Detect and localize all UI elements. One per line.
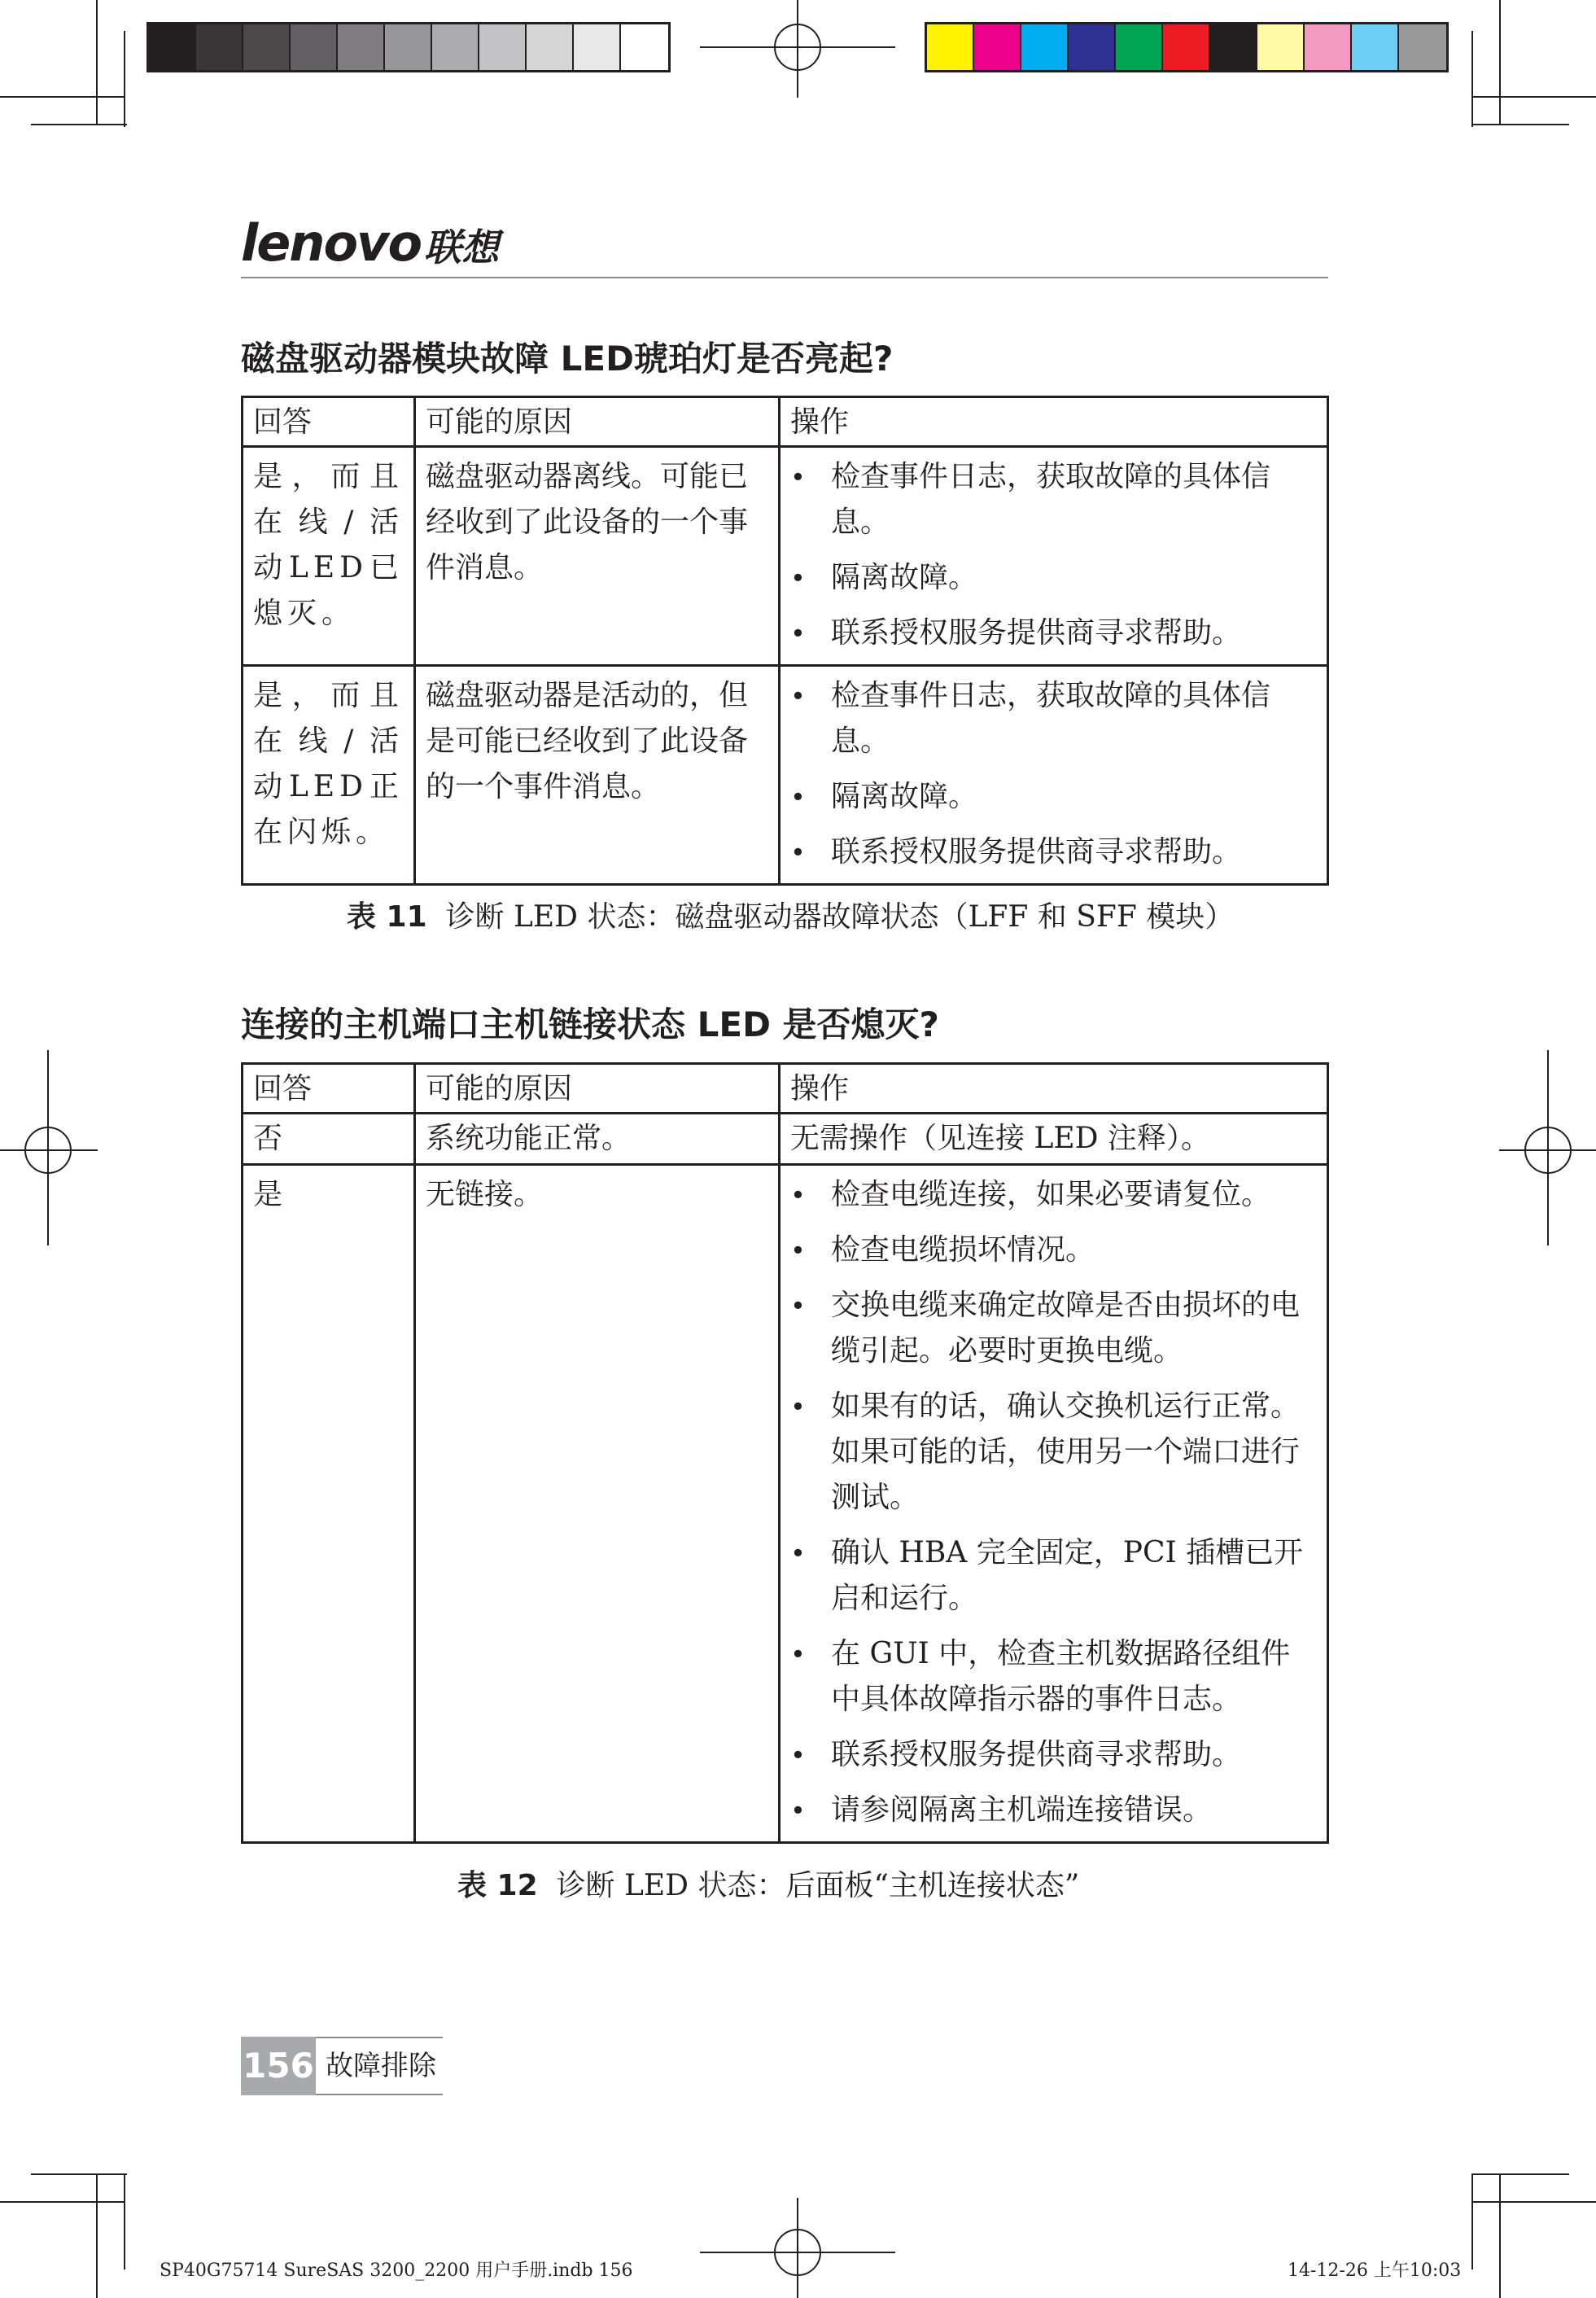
list-item: • 检查电缆连接，如果必要请复位。 [790, 1172, 1317, 1218]
cause-cell: 磁盘驱动器离线。可能已经收到了此设备的一个事件消息。 [415, 447, 780, 666]
list-item: • 检查事件日志，获取故障的具体信息。 [790, 454, 1317, 545]
list-item: • 在 GUI 中，检查主机数据路径组件中具体故障指示器的事件日志。 [790, 1631, 1317, 1722]
crop-mark [1499, 0, 1501, 124]
calibration-swatch [196, 24, 243, 70]
caption-number: 表 11 [347, 900, 427, 934]
list-item: • 检查电缆损坏情况。 [790, 1228, 1317, 1273]
table-row [243, 1114, 1328, 1165]
lenovo-logo [241, 213, 500, 273]
cause-cell: 系统功能正常。 [415, 1114, 780, 1165]
answer-cell: 是，而且在线/活动LED正在闪烁。 [243, 666, 415, 885]
calibration-swatch [385, 24, 432, 70]
answer-cell: 否 [243, 1114, 415, 1165]
crop-mark [0, 96, 124, 98]
calibration-swatch [479, 24, 527, 70]
list-item: • 隔离故障。 [790, 774, 1317, 820]
table-header-row [243, 397, 1328, 447]
list-item: • 联系授权服务提供商寻求帮助。 [790, 1732, 1317, 1778]
registration-mark [24, 1127, 72, 1174]
calibration-swatch [243, 24, 291, 70]
crop-mark [96, 0, 98, 124]
list-item: • 交换电缆来确定故障是否由损坏的电缆引起。必要时更换电缆。 [790, 1283, 1317, 1374]
calibration-swatch [574, 24, 621, 70]
crop-mark [124, 31, 125, 127]
print-slug-right: 14-12-26 上午10:03 [1288, 2261, 1462, 2281]
registration-mark [1524, 1127, 1572, 1174]
crop-mark [1473, 2173, 1569, 2175]
calibration-swatch [149, 24, 196, 70]
calibration-swatch [1399, 24, 1446, 70]
crop-mark [0, 2201, 124, 2203]
calibration-swatch [1352, 24, 1399, 70]
answer-cell: 是 [243, 1165, 415, 1843]
table-row [243, 666, 1328, 885]
registration-mark [774, 24, 821, 71]
logo-wordmark: lenovo [241, 213, 422, 273]
table-header-row [243, 1064, 1328, 1114]
table-row [243, 1165, 1328, 1843]
cause-cell: 磁盘驱动器是活动的，但是可能已经收到了此设备的一个事件消息。 [415, 666, 780, 885]
crop-mark [1499, 2173, 1501, 2298]
caption-number: 表 12 [457, 1869, 538, 1902]
list-item: • 联系授权服务提供商寻求帮助。 [790, 611, 1317, 656]
list-item: • 请参阅隔离主机端连接错误。 [790, 1788, 1317, 1833]
calibration-swatch [1021, 24, 1069, 70]
footer-section-name: 故障排除 [326, 2050, 436, 2082]
grayscale-calibration-bar [146, 22, 671, 72]
crop-mark [96, 2173, 98, 2298]
caption-text: 诊断 LED 状态：后面板“主机连接状态” [556, 1869, 1080, 1902]
list-item: • 联系授权服务提供商寻求帮助。 [790, 829, 1317, 875]
column-header: 操作 [780, 1064, 1328, 1114]
section-heading: 磁盘驱动器模块故障 LED琥珀灯是否亮起? [241, 339, 894, 379]
answer-cell: 是，而且在线/活动LED已熄灭。 [243, 447, 415, 666]
footer-rule [316, 2094, 443, 2095]
calibration-swatch [1257, 24, 1305, 70]
crop-mark [1473, 96, 1596, 98]
calibration-swatch [974, 24, 1021, 70]
caption-text: 诊断 LED 状态：磁盘驱动器故障状态（LFF 和 SFF 模块） [445, 900, 1235, 934]
calibration-swatch [1116, 24, 1163, 70]
crop-mark [1473, 124, 1569, 125]
crop-mark [1471, 31, 1473, 127]
print-slug-left: SP40G75714 SureSAS 3200_2200 用户手册.indb 156 [160, 2261, 633, 2281]
color-calibration-bar [925, 22, 1449, 72]
calibration-swatch [291, 24, 338, 70]
crop-mark [124, 2173, 125, 2270]
column-header: 回答 [243, 1064, 415, 1114]
action-cell [780, 447, 1328, 666]
table-row [243, 447, 1328, 666]
table-caption [457, 1862, 1079, 1904]
crop-mark [1473, 2201, 1596, 2203]
table-disk-fault [241, 396, 1329, 886]
calibration-swatch [1163, 24, 1210, 70]
page-number: 156 [241, 2037, 316, 2095]
section-heading: 连接的主机端口主机链接状态 LED 是否熄灭? [241, 1005, 939, 1044]
column-header: 可能的原因 [415, 1064, 780, 1114]
list-item: • 隔离故障。 [790, 555, 1317, 601]
crop-mark [31, 2173, 127, 2175]
crop-mark [1471, 2173, 1473, 2270]
action-cell [780, 1165, 1328, 1843]
calibration-swatch [527, 24, 574, 70]
crop-mark [31, 124, 127, 125]
calibration-swatch [432, 24, 479, 70]
calibration-swatch [927, 24, 974, 70]
registration-mark [774, 2229, 821, 2276]
logo-chinese: 联想 [424, 225, 500, 269]
list-item: • 如果有的话，确认交换机运行正常。如果可能的话，使用另一个端口进行测试。 [790, 1384, 1317, 1521]
calibration-swatch [1305, 24, 1352, 70]
calibration-swatch [1069, 24, 1116, 70]
list-item: • 确认 HBA 完全固定，PCI 插槽已开启和运行。 [790, 1530, 1317, 1622]
calibration-swatch [1210, 24, 1257, 70]
header-rule [241, 277, 1328, 278]
calibration-swatch [338, 24, 385, 70]
action-cell: 无需操作（见连接 LED 注释）。 [780, 1114, 1328, 1165]
calibration-swatch [621, 24, 668, 70]
column-header: 可能的原因 [415, 397, 780, 447]
column-header: 回答 [243, 397, 415, 447]
column-header: 操作 [780, 397, 1328, 447]
table-caption [347, 894, 1234, 935]
action-cell [780, 666, 1328, 885]
list-item: • 检查事件日志，获取故障的具体信息。 [790, 673, 1317, 764]
table-host-link [241, 1062, 1329, 1844]
cause-cell: 无链接。 [415, 1165, 780, 1843]
